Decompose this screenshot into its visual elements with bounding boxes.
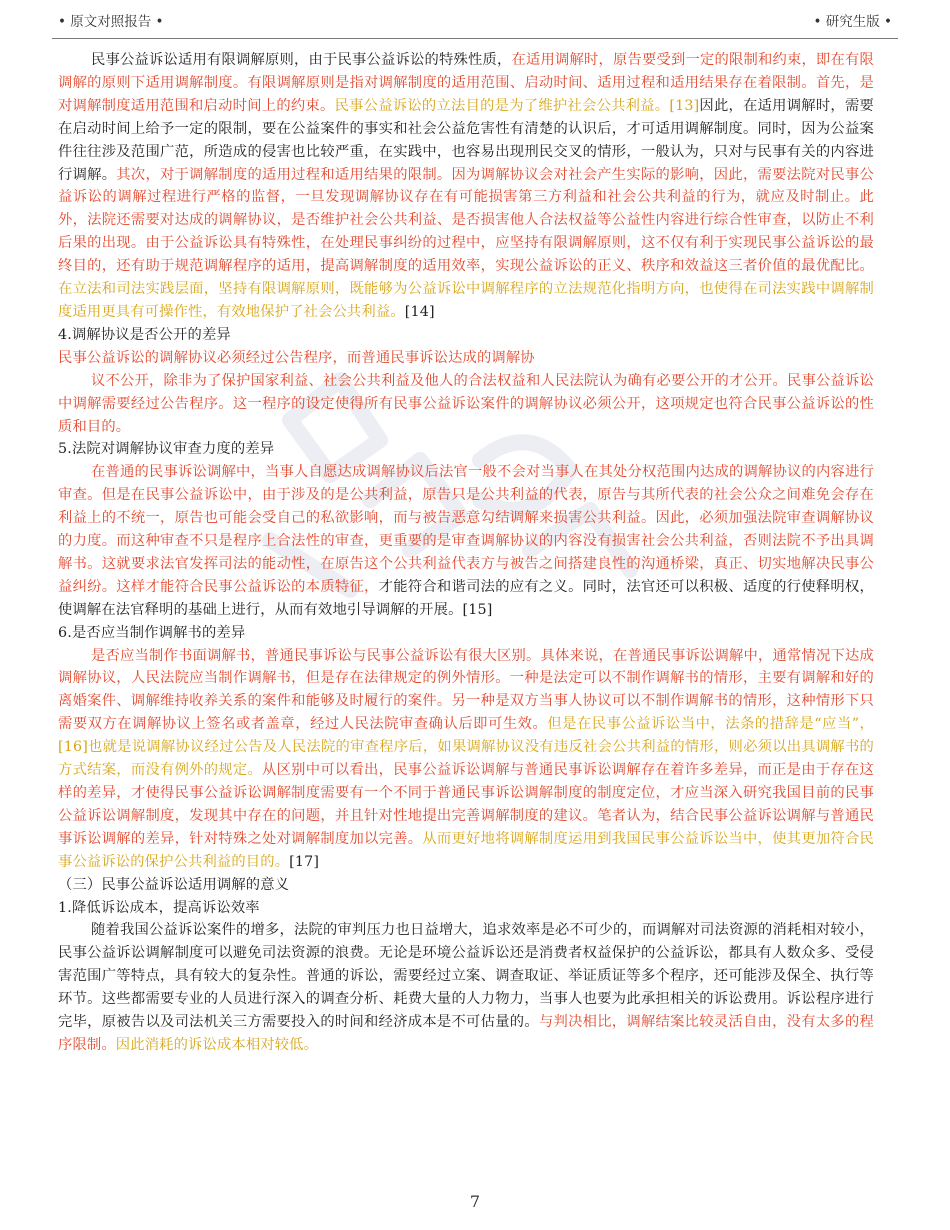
section-heading [58, 622, 874, 645]
text-segment: 从区别中可以看出，民事公益诉讼调解与普通民事诉讼调解存在着许多差异，而正是由于存在这样的差异，才使得民事公益诉讼调解制度需要有一个不同于普通民事诉讼调解制度的制度定位，才应当深入研究我国目前的民事公益诉讼调解制度，发现其中存在的问题，并且针对性地提出完善调解制度的建议。笔者认为，结合民事公益诉讼调解与普通民事诉讼调解的差异，针对特殊之处对调解制度加以完善。 [58, 762, 874, 847]
header-edition-label: • 研究生版 • [813, 14, 892, 30]
text-segment: 在普通的民事诉讼调解中，当事人自愿达成调解协议后法官一般不会对当事人在其处分权范围内达成的调解协议的内容进行审查。但是在民事公益诉讼中，由于涉及的是公共利益，原告只是公共利益的代表，原告与其所代表的社会公众之间难免会存在利益上的不统一，原告也可能会受自己的私欲影响，而与被告恶意勾结调解来损害公共利益。因此，必须加强法院审查调解协议的力度。而这种审查不只是程序上合法性的审查，更重要的是审查调解协议的内容没有损害社会公共利益，否则法院不予出具调解书。这就要求法官发挥司法的能动性，在原告这个公共利益代表方与被告之间搭建良性的沟通桥梁，真正、切实地解决民事公益纠纷。这样才能符合民事公益诉讼的本质特征， [58, 464, 874, 595]
text-segment: 4.调解协议是否公开的差异 [58, 326, 231, 343]
text-segment: 1.降低诉讼成本，提高诉讼效率 [58, 899, 260, 916]
text-segment: 民事公益诉讼适用有限调解原则，由于民事公益诉讼的特殊性质， [91, 52, 512, 68]
body-paragraph [58, 919, 874, 1056]
body-paragraph [58, 347, 874, 370]
body-paragraph [58, 645, 874, 874]
text-segment: 因此，在适用调解时，需要在启动时间上给予一定的限制，要在公益案件的事实和社会公益危害性有清楚的认识后，才可适用调解制度。同时，因为公益案件往往涉及范围广范，所造成的侵害也比较严重，在实践中，也容易出现刑民交叉的情形，一般认为，只对与民事有关的内容进行调解。 [58, 97, 874, 183]
body-paragraph [58, 461, 874, 621]
body-paragraph [58, 370, 874, 439]
text-segment: 但是在民事公益诉讼当中，法条的措辞是“应当”，[16]也就是说调解协议经过公告及人民法院的审查程序后，如果调解协议没有违反社会公共利益的情形，则必须以出具调解书的方式结案，而没有例外的规定。 [58, 716, 874, 779]
text-segment: 在适用调解时，原告要受到一定的限制和约束，即在有限调解的原则下适用调解制度。有限调解原则是指对调解制度的适用范围、启动时间、适用过程和适用结果存在着限制。首先，是对调解制度适用范围和启动时间上的约束。 [58, 52, 874, 114]
text-segment: 其次，对于调解制度的适用过程和适用结果的限制。因为调解协议会对社会产生实际的影响，因此，需要法院对民事公益诉讼的调解过程进行严格的监督，一旦发现调解协议存在有可能损害第三方利益和社会公共利益的行为，就应及时制止。此外，法院还需要对达成的调解协议，是否维护社会公共利益、是否损害他人合法权益等公益性内容进行综合性审查，以防止不利后果的出现。由于公益诉讼具有特殊性，在处理民事纠纷的过程中，应坚持有限调解原则，这不仅有利于实现民事公益诉讼的最终目的，还有助于规范调解程序的适用，提高调解制度的适用效率，实现公益诉讼的正义、秩序和效益这三者价值的最优配比。 [58, 166, 874, 275]
text-segment: 议不公开，除非为了保护国家利益、社会公共利益及他人的合法权益和人民法院认为确有必要公开的才公开。民事公益诉讼中调解需要经过公告程序。这一程序的设定使得所有民事公益诉讼案件的调解协议必须公开，这项规定也符合民事公益诉讼的性质和目的。 [58, 372, 874, 435]
text-segment: [17] [289, 853, 320, 870]
page-number: 7 [469, 1192, 481, 1211]
text-segment: 民事公益诉讼的立法目的是为了维护社会公共利益。[13] [334, 97, 700, 114]
section-heading [58, 897, 874, 920]
text-segment: 才能符合和谐司法的应有之义。同时，法官还可以积极、适度的行使释明权，使调解在法官释明的基础上进行，从而有效地引导调解的开展。[15] [58, 578, 874, 618]
text-segment: 民事公益诉讼的调解协议必须经过公告程序，而普通民事诉讼达成的调解协 [58, 349, 535, 366]
header-divider [52, 38, 898, 39]
text-segment: 5.法院对调解协议审查力度的差异 [58, 441, 275, 458]
text-segment: 从而更好地将调解制度运用到我国民事公益诉讼当中，使其更加符合民事公益诉讼的保护公共利益的目的。 [58, 830, 874, 870]
section-heading [58, 438, 874, 461]
text-segment: （三）民事公益诉讼适用调解的意义 [58, 876, 290, 893]
text-segment: 是否应当制作书面调解书，普通民事诉讼与民事公益诉讼有很大区别。具体来说，在普通民事诉讼调解中，通常情况下达成调解协议，人民法院应当制作调解书，但是存在法律规定的例外情形。一种是法定可以不制作调解书的情形，主要有调解和好的离婚案件、调解维持收养关系的案件和能够及时履行的案件。另一种是双方当事人协议可以不制作调解书的情形，这种情形下只需要双方在调解协议上签名或者盖章，经过人民法院审查确认后即可生效。 [58, 647, 874, 733]
text-segment: 随着我国公益诉讼案件的增多，法院的审判压力也日益增大，追求效率是必不可少的，而调解对司法资源的消耗相对较小，民事公益诉讼调解制度可以避免司法资源的浪费。无论是环境公益诉讼还是消费者权益保护的公益诉讼，都具有人数众多、受侵害范围广等特点，具有较大的复杂性。普通的诉讼，需要经过立案、调查取证、举证质证等多个程序，还可能涉及保全、执行等环节。这些都需要专业的人员进行深入的调查分析、耗费大量的人力物力，当事人也要为此承担相关的诉讼费用。诉讼程序进行完毕，原被告以及司法机关三方需要投入的时间和经济成本是不可估量的。 [58, 922, 874, 1031]
section-heading [58, 874, 874, 897]
text-segment: 与判决相比，调解结案比较灵活自由，没有太多的程序限制。 [58, 1014, 875, 1053]
text-segment: 因此消耗的诉讼成本相对较低。 [115, 1036, 319, 1053]
page-header [58, 10, 892, 32]
text-segment: [14] [404, 303, 435, 320]
section-heading [58, 324, 874, 347]
document-body [58, 49, 874, 1057]
header-report-title: • 原文对照报告 • [58, 14, 164, 30]
text-segment: 6.是否应当制作调解书的差异 [58, 624, 246, 641]
text-segment: 在立法和司法实践层面，坚持有限调解原则，既能够为公益诉讼中调解程序的立法规范化指明方向，也使得在司法实践中调解制度适用更具有可操作性，有效地保护了社会公共利益。 [58, 281, 874, 320]
body-paragraph [58, 49, 874, 324]
